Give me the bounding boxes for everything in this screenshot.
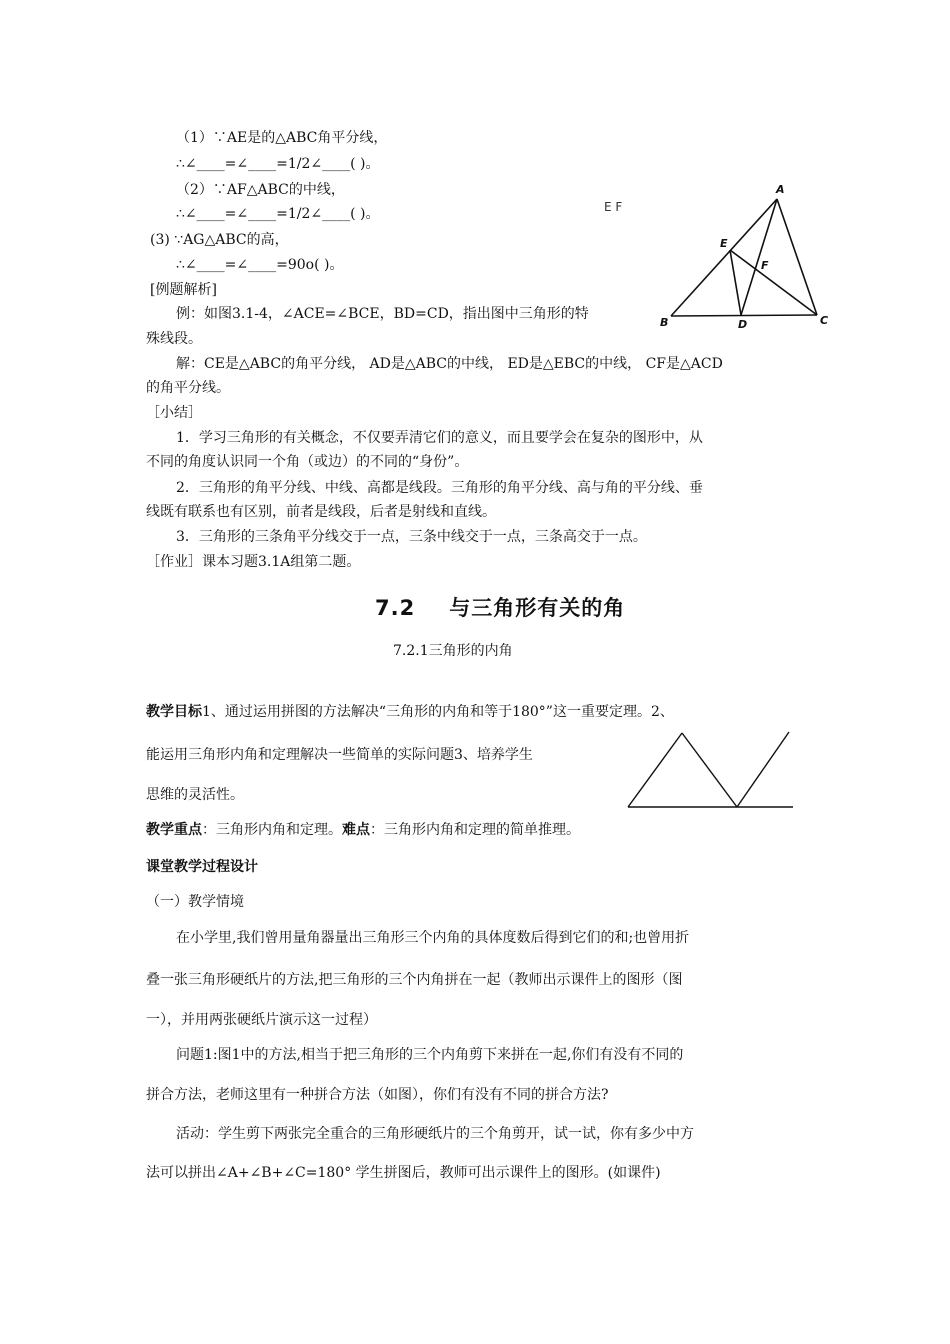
question-1-conclusion: ∴∠____=∠____=1/2∠____( )。: [176, 156, 380, 172]
summary-item-3: 3．三角形的三条角平分线交于一点，三条中线交于一点，三条高交于一点。: [176, 529, 647, 545]
goals-label: 教学目标: [146, 704, 202, 720]
summary-item-2-line-1: 2．三角形的角平分线、中线、高都是线段。三角形的角平分线、高与角的平分线、垂: [176, 480, 703, 496]
difficulty-text: ：三角形内角和定理的简单推理。: [370, 822, 580, 838]
process-heading: 课堂教学过程设计: [146, 859, 258, 875]
focus-label: 教学重点: [146, 822, 202, 838]
goals-line-1: [146, 702, 674, 722]
summary-heading: ［小结］: [146, 405, 202, 421]
label-a: A: [776, 183, 785, 196]
para1-line-3: 一），并用两张硬纸片演示这一过程）: [146, 1012, 377, 1028]
angle-puzzle-figure: [625, 728, 805, 818]
triangle-abc-figure: [655, 180, 855, 340]
example-text-line-1: 例：如图3.1-4，∠ACE=∠BCE，BD=CD，指出图中三角形的特: [176, 306, 589, 322]
summary-item-1-line-1: 1．学习三角形的有关概念，不仅要弄清它们的意义，而且要学会在复杂的图形中，从: [176, 430, 703, 446]
question-3-conclusion: ∴∠____=∠____=90o( )。: [176, 257, 344, 273]
label-f: F: [761, 259, 769, 272]
example-heading: [例题解析]: [150, 282, 217, 298]
question-1-premise: （1）∵AE是的△ABC角平分线，: [176, 130, 388, 146]
label-d: D: [738, 318, 748, 331]
figure-stray-label: E F: [604, 200, 623, 214]
situation-heading: （一）教学情境: [146, 894, 244, 910]
label-b: B: [660, 316, 669, 329]
question-1-line-1: 问题1:图1中的方法,相当于把三角形的三个内角剪下来拼在一起,你们有没有不同的: [176, 1047, 684, 1063]
difficulty-label: 难点: [342, 822, 370, 838]
homework-line: ［作业］课本习题3.1A组第二题。: [146, 554, 361, 570]
solution-line-1: 解：CE是△ABC的角平分线， AD是△ABC的中线， ED是△EBC的中线， CF是△ACD: [176, 356, 723, 372]
subsection-title: 7.2.1三角形的内角: [393, 643, 513, 659]
label-c: C: [820, 314, 829, 327]
para1-line-2: 叠一张三角形硬纸片的方法,把三角形的三个内角拼在一起（教师出示课件上的图形（图: [146, 972, 683, 988]
goals-line-2: 能运用三角形内角和定理解决一些简单的实际问题3、培养学生: [146, 747, 533, 763]
para1-line-1: 在小学里,我们曾用量角器量出三角形三个内角的具体度数后得到它们的和;也曾用折: [176, 930, 690, 946]
question-1-line-2: 拼合方法，老师这里有一种拼合方法（如图），你们有没有不同的拼合方法?: [146, 1087, 609, 1103]
goals-line-3: 思维的灵活性。: [146, 787, 244, 803]
section-title: [375, 598, 625, 618]
goals-text: 1、通过运用拼图的方法解决“三角形的内角和等于180°”这一重要定理。2、: [202, 704, 674, 720]
focus-line: [146, 820, 580, 840]
question-3-premise: (3) ∵AG△ABC的高，: [150, 232, 289, 248]
summary-item-1-line-2: 不同的角度认识同一个角（或边）的不同的“身份”。: [146, 454, 469, 470]
activity-line-2: 法可以拼出∠A+∠B+∠C=180° 学生拼图后，教师可出示课件上的图形。(如课件): [146, 1165, 661, 1181]
example-text-line-2: 殊线段。: [146, 331, 202, 347]
question-2-conclusion: ∴∠____=∠____=1/2∠____( )。: [176, 206, 380, 222]
section-title-text: 与三角形有关的角: [449, 596, 626, 620]
question-2-premise: （2）∵AF△ABC的中线，: [176, 182, 345, 198]
section-number: 7.2: [375, 596, 416, 620]
solution-line-2: 的角平分线。: [146, 380, 230, 396]
focus-text: ：三角形内角和定理。: [202, 822, 342, 838]
activity-line-1: 活动：学生剪下两张完全重合的三角形硬纸片的三个角剪开，试一试，你有多少中方: [176, 1126, 694, 1142]
label-e: E: [720, 237, 728, 250]
summary-item-2-line-2: 线既有联系也有区别，前者是线段，后者是射线和直线。: [146, 504, 496, 520]
